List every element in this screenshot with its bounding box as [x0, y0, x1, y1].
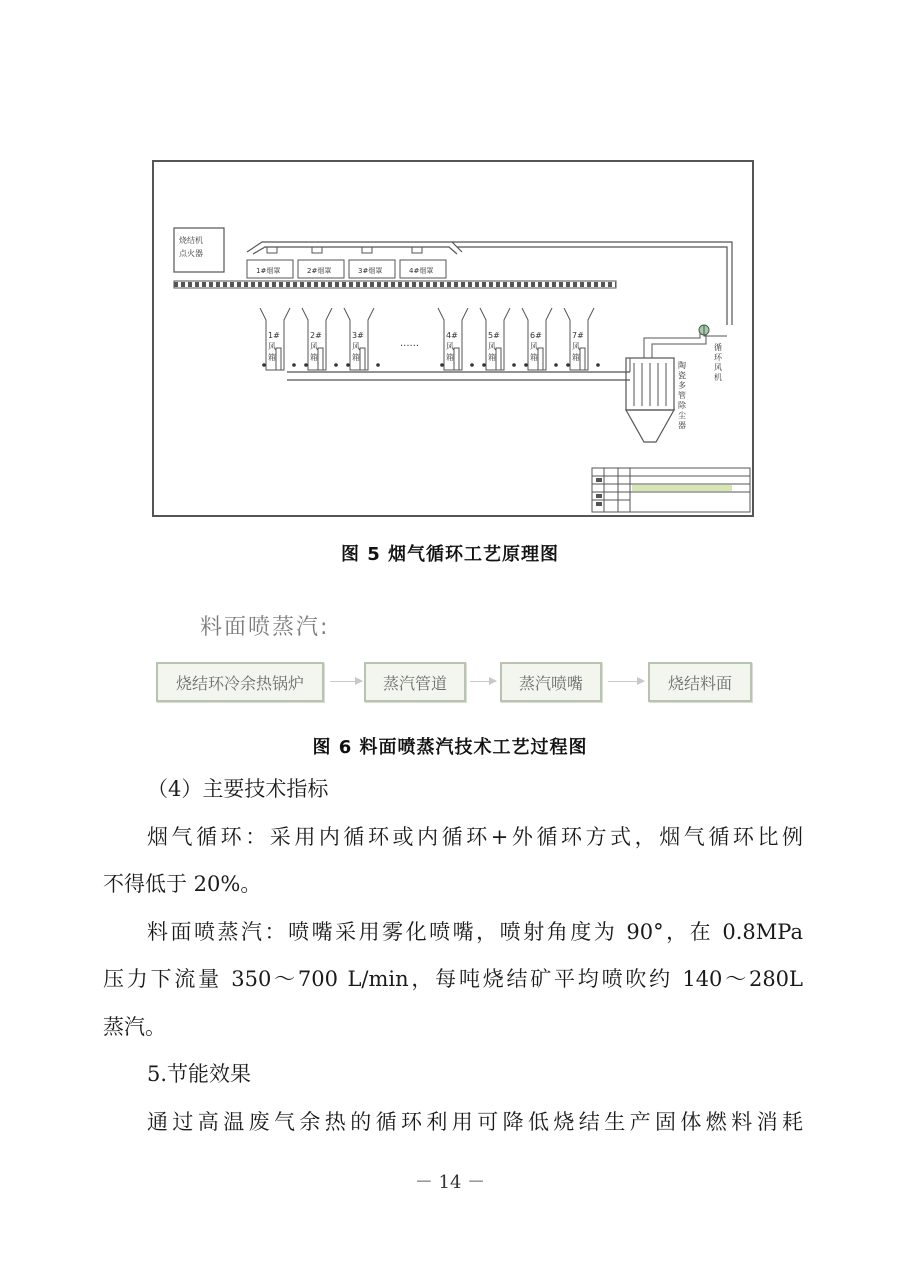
steam-injection-flowchart: [152, 600, 767, 718]
windbox-label: 5#: [488, 331, 500, 340]
svg-text:多: 多: [678, 381, 686, 390]
section-heading-5: 5.节能效果: [147, 1062, 252, 1086]
svg-text:瓷: 瓷: [678, 371, 686, 380]
windbox-label: 2#: [310, 331, 322, 340]
windbox-ellipsis: ......: [400, 338, 420, 349]
paragraph-flue-gas-line-1: 烟气循环：采用内循环或内循环+外循环方式，烟气循环比例: [147, 825, 803, 849]
svg-text:管: 管: [678, 391, 686, 400]
windbox-label: 3#: [352, 331, 364, 340]
flow-step-boiler: 烧结环冷余热锅炉: [156, 662, 324, 702]
flow-arrow-1: [330, 681, 362, 682]
hood-label-1: 1#烟罩: [256, 267, 281, 275]
windbox-label: 风: [488, 342, 496, 351]
flow-step-nozzle: 蒸汽喷嘴: [500, 662, 602, 702]
paragraph-steam-line-2: 压力下流量 350～700 L/min，每吨烧结矿平均喷吹约 140～280L: [103, 967, 803, 991]
flow-step-pipe: 蒸汽管道: [364, 662, 466, 702]
section-heading-4: （4）主要技术指标: [147, 777, 329, 801]
paragraph-steam-line-3: 蒸汽。: [103, 1015, 166, 1039]
windbox-label: 箱: [446, 353, 454, 362]
windbox-label: 风: [352, 342, 360, 351]
windbox-label: 6#: [530, 331, 542, 340]
windbox-label: 箱: [352, 353, 360, 362]
ignition-label-1: 烧结机: [179, 236, 203, 245]
windbox-label: 箱: [268, 353, 276, 362]
windbox-label: 风: [572, 342, 580, 351]
dust-collector-label: [678, 361, 687, 430]
ignition-label-2: 点火器: [179, 249, 203, 258]
svg-text:陶: 陶: [678, 361, 686, 370]
windbox-label: 风: [310, 342, 318, 351]
hood-label-3: 3#烟罩: [358, 267, 383, 275]
paragraph-steam-line-1: 料面喷蒸汽：喷嘴采用雾化喷嘴，喷射角度为 90°，在 0.8MPa: [147, 920, 803, 944]
windbox-label: 箱: [572, 353, 580, 362]
windbox-label: 风: [446, 342, 454, 351]
windbox-label: 风: [268, 342, 276, 351]
svg-text:机: 机: [714, 373, 722, 382]
windbox-label: 箱: [310, 353, 318, 362]
flow-step-sinter-surface: 烧结料面: [648, 662, 752, 702]
paragraph-energy-line-1: 通过高温废气余热的循环利用可降低烧结生产固体燃料消耗: [147, 1110, 803, 1134]
flow-arrow-3: [608, 681, 644, 682]
svg-text:器: 器: [678, 421, 686, 430]
flue-gas-circulation-diagram: [152, 160, 754, 517]
windbox-label: 4#: [446, 331, 458, 340]
windbox-label: 7#: [572, 331, 584, 340]
svg-text:除: 除: [678, 401, 686, 410]
svg-text:循: 循: [714, 343, 722, 352]
windbox-label: 风: [530, 342, 538, 351]
hood-label-4: 4#烟罩: [409, 267, 434, 275]
figure6-caption: 图 6 料面喷蒸汽技术工艺过程图: [312, 737, 588, 758]
svg-text:风: 风: [714, 363, 722, 372]
flowchart-title: 料面喷蒸汽:: [200, 615, 330, 640]
hood-label-2: 2#烟罩: [307, 267, 332, 275]
flow-arrow-2: [470, 681, 496, 682]
figure5-caption: 图 5 烟气循环工艺原理图: [340, 544, 560, 565]
windbox-label: 箱: [530, 353, 538, 362]
windbox-label: 箱: [488, 353, 496, 362]
svg-text:尘: 尘: [678, 411, 686, 420]
svg-text:环: 环: [714, 353, 722, 362]
windbox-label: 1#: [268, 331, 280, 340]
page-number: － 14 －: [414, 1172, 486, 1193]
paragraph-flue-gas-line-2: 不得低于 20%。: [103, 872, 262, 896]
